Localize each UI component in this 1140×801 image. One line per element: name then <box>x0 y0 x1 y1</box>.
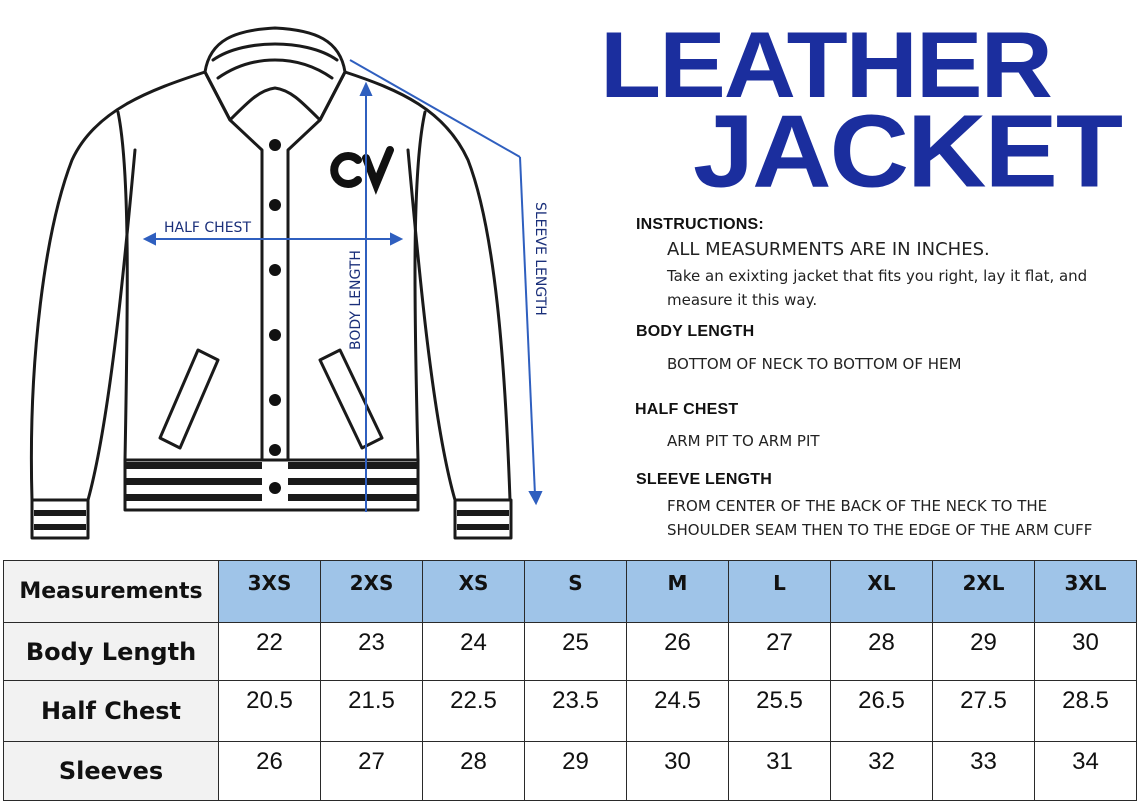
table-header-row <box>4 561 1137 623</box>
size-header: XS <box>423 561 525 623</box>
sleeve-length-line <box>350 60 520 157</box>
table-cell: 31 <box>729 742 831 801</box>
right-cuff <box>455 500 511 538</box>
size-header: 3XL <box>1035 561 1137 623</box>
size-header: 2XS <box>321 561 423 623</box>
half-chest-text: ARM PIT TO ARM PIT <box>667 432 820 450</box>
table-cell: 30 <box>1035 623 1137 681</box>
half-chest-heading: HALF CHEST <box>635 401 739 418</box>
table-cell: 20.5 <box>219 681 321 742</box>
size-header: M <box>627 561 729 623</box>
sleeve-length-text-2: SHOULDER SEAM THEN TO THE EDGE OF THE ARM CUFF <box>667 521 1093 539</box>
sleeve-length-label: SLEEVE LENGTH <box>532 202 548 316</box>
left-pocket <box>160 350 218 448</box>
table-cell: 23 <box>321 623 423 681</box>
table-cell: 29 <box>525 742 627 801</box>
table-cell: 24.5 <box>627 681 729 742</box>
body-length-heading: BODY LENGTH <box>636 323 755 340</box>
instructions-line-2: measure it this way. <box>667 291 818 309</box>
jacket-body <box>118 112 425 460</box>
instructions-line-1: Take an exixting jacket that fits you right, lay it flat, and <box>667 267 1088 285</box>
table-cell: 30 <box>627 742 729 801</box>
body-length-label: BODY LENGTH <box>348 250 364 350</box>
table-cell: 25 <box>525 623 627 681</box>
size-header: 2XL <box>933 561 1035 623</box>
table-cell: 26 <box>219 742 321 801</box>
size-chart-table <box>3 560 1137 801</box>
table-cell: 24 <box>423 623 525 681</box>
size-header: XL <box>831 561 933 623</box>
units-note: ALL MEASURMENTS ARE IN INCHES. <box>667 239 990 260</box>
table-row <box>4 623 1137 681</box>
right-pocket <box>320 350 382 448</box>
size-header: 3XS <box>219 561 321 623</box>
size-header: S <box>525 561 627 623</box>
table-cell: 26 <box>627 623 729 681</box>
row-label: Sleeves <box>4 742 219 801</box>
table-cell: 21.5 <box>321 681 423 742</box>
table-cell: 29 <box>933 623 1035 681</box>
left-sleeve <box>31 72 205 500</box>
table-cell: 26.5 <box>831 681 933 742</box>
half-chest-label: HALF CHEST <box>164 220 251 236</box>
table-row <box>4 681 1137 742</box>
jacket-diagram <box>0 0 600 560</box>
table-row <box>4 742 1137 801</box>
body-length-text: BOTTOM OF NECK TO BOTTOM OF HEM <box>667 355 962 373</box>
table-cell: 28 <box>423 742 525 801</box>
title-line-1: LEATHER <box>600 12 1051 118</box>
left-cuff <box>32 500 88 538</box>
row-label: Half Chest <box>4 681 219 742</box>
title-line-2: JACKET <box>693 93 1122 210</box>
size-header: L <box>729 561 831 623</box>
table-cell: 32 <box>831 742 933 801</box>
table-cell: 34 <box>1035 742 1137 801</box>
brand-logo <box>334 150 390 184</box>
table-cell: 22.5 <box>423 681 525 742</box>
table-cell: 28 <box>831 623 933 681</box>
table-cell: 33 <box>933 742 1035 801</box>
table-cell: 22 <box>219 623 321 681</box>
instructions-heading: INSTRUCTIONS: <box>636 216 764 233</box>
table-cell: 27 <box>729 623 831 681</box>
measurements-header: Measurements <box>4 561 219 623</box>
table-cell: 27.5 <box>933 681 1035 742</box>
sleeve-length-text-1: FROM CENTER OF THE BACK OF THE NECK TO THE <box>667 497 1048 515</box>
table-cell: 23.5 <box>525 681 627 742</box>
table-cell: 25.5 <box>729 681 831 742</box>
table-cell: 27 <box>321 742 423 801</box>
row-label: Body Length <box>4 623 219 681</box>
sleeve-length-heading: SLEEVE LENGTH <box>636 471 772 488</box>
table-cell: 28.5 <box>1035 681 1137 742</box>
snap-buttons <box>269 139 281 494</box>
